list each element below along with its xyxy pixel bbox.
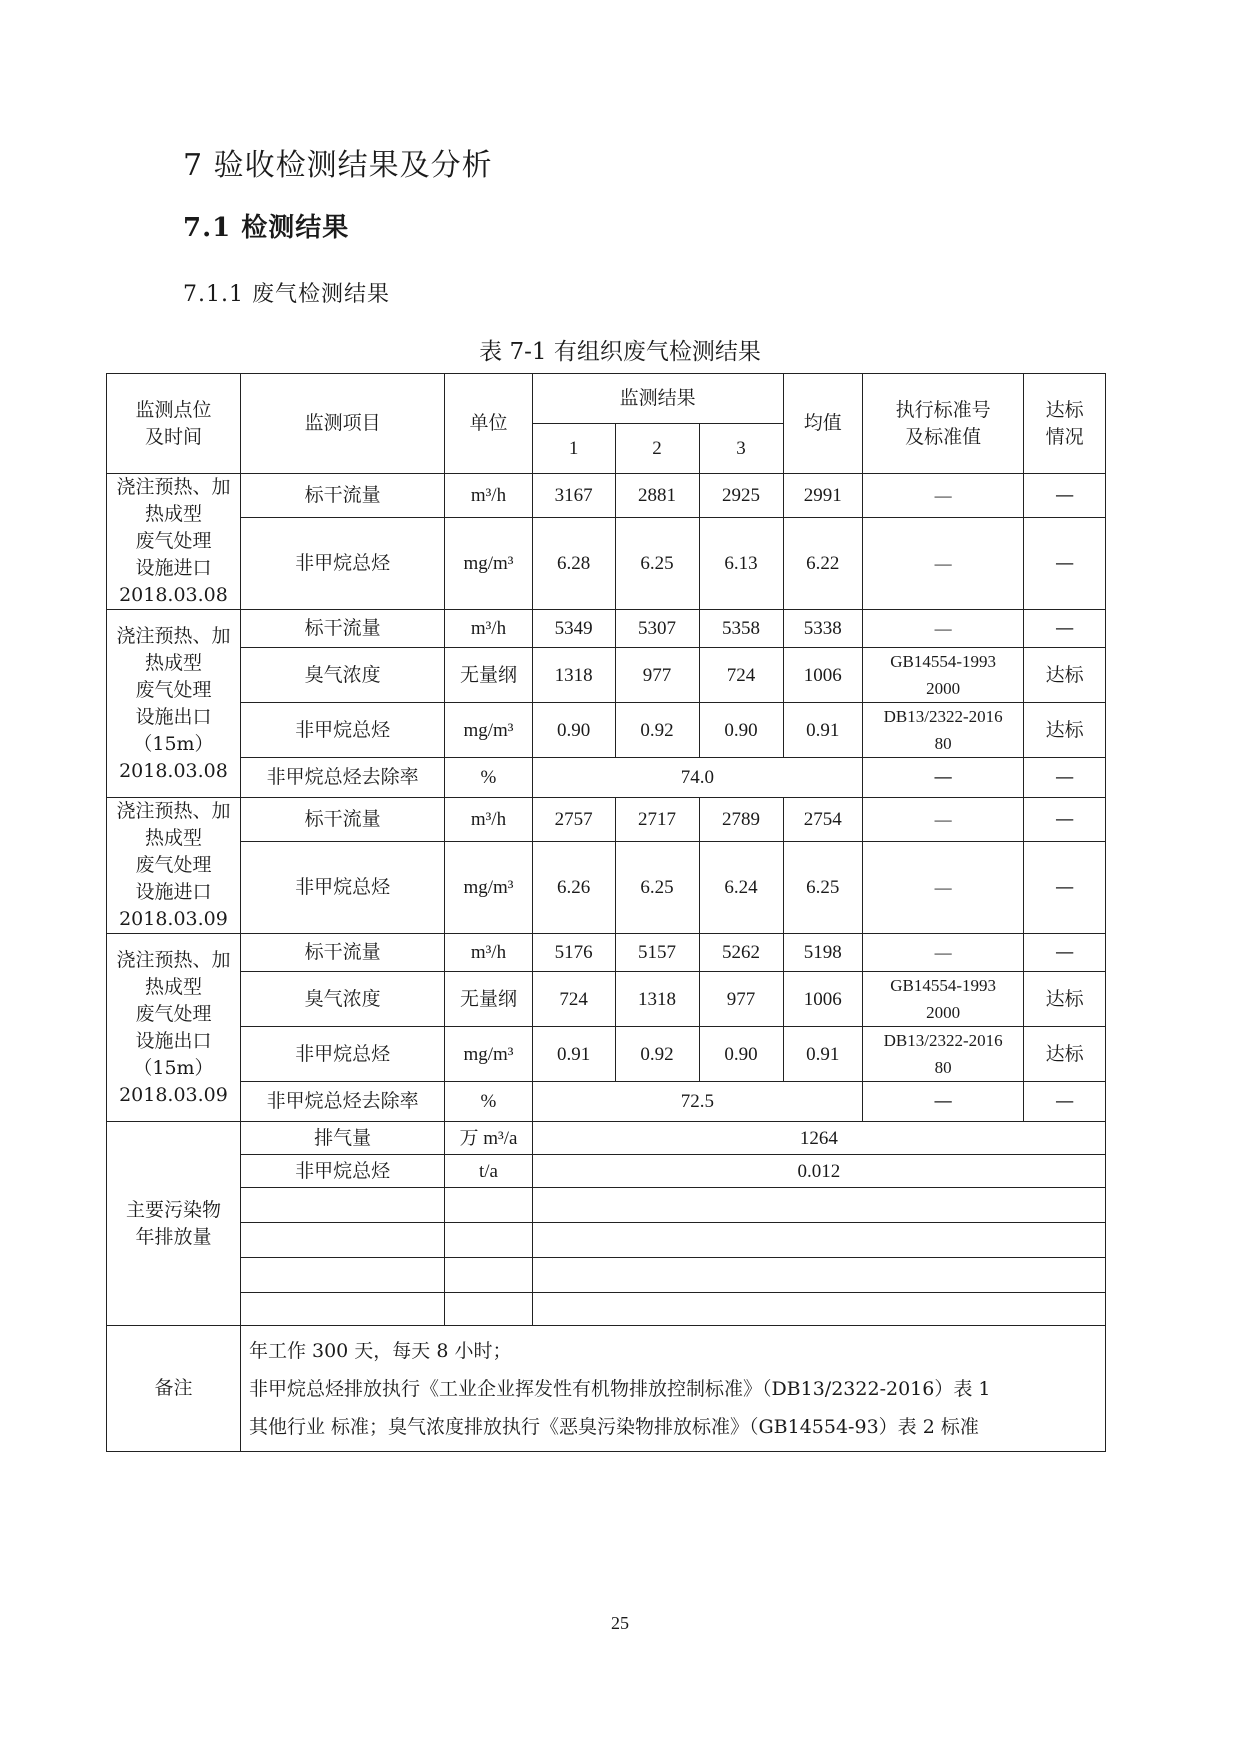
standard-value: GB14554-1993 2000 xyxy=(863,972,1024,1027)
standard-value: DB13/2322-2016 80 xyxy=(863,703,1024,758)
monitoring-item: 标干流量 xyxy=(240,934,444,972)
monitoring-item: 非甲烷总烃 xyxy=(240,703,444,758)
standard-value: — xyxy=(863,798,1024,842)
result-2: 977 xyxy=(615,648,699,703)
notes-row xyxy=(107,1326,1106,1452)
result-3: 5358 xyxy=(699,610,783,648)
emission-unit: 万 m³/a xyxy=(445,1122,532,1155)
average: 0.91 xyxy=(783,703,862,758)
emission-item: 非甲烷总烃 xyxy=(240,1155,444,1188)
notes-content xyxy=(240,1326,1105,1452)
header-results: 监测结果 xyxy=(532,374,783,424)
header-run-2: 2 xyxy=(615,424,699,474)
unit: mg/m³ xyxy=(445,1027,532,1082)
table-row xyxy=(107,798,1106,842)
note-line: 年工作 300 天，每天 8 小时； xyxy=(248,1339,512,1362)
emission-unit: t/a xyxy=(445,1155,532,1188)
result-1: 6.26 xyxy=(532,841,615,933)
unit: mg/m³ xyxy=(445,841,532,933)
compliance-status: — xyxy=(1024,474,1106,518)
result-1: 6.28 xyxy=(532,517,615,609)
compliance-status: — xyxy=(1024,798,1106,842)
annual-emission-row xyxy=(107,1223,1106,1258)
emission-value xyxy=(532,1258,1105,1293)
result-3: 0.90 xyxy=(699,703,783,758)
header-run-3: 3 xyxy=(699,424,783,474)
result-3: 5262 xyxy=(699,934,783,972)
removal-rate-row xyxy=(107,1082,1106,1122)
emission-value xyxy=(532,1188,1105,1223)
compliance-status: 达标 xyxy=(1024,1027,1106,1082)
header-average: 均值 xyxy=(783,374,862,474)
average: 2991 xyxy=(783,474,862,518)
chapter-heading: 7 验收检测结果及分析 xyxy=(183,148,493,183)
table-row xyxy=(107,703,1106,758)
result-2: 6.25 xyxy=(615,841,699,933)
compliance-status: — xyxy=(1024,517,1106,609)
standard-value: GB14554-1993 2000 xyxy=(863,648,1024,703)
annual-emission-row xyxy=(107,1293,1106,1326)
emission-unit xyxy=(445,1293,532,1326)
header-compliance: 达标 情况 xyxy=(1024,374,1106,474)
table-row xyxy=(107,934,1106,972)
header-run-1: 1 xyxy=(532,424,615,474)
table-row xyxy=(107,517,1106,609)
emission-value: 1264 xyxy=(532,1122,1105,1155)
monitoring-item: 标干流量 xyxy=(240,474,444,518)
header-unit: 单位 xyxy=(445,374,532,474)
monitoring-item: 非甲烷总烃去除率 xyxy=(240,758,444,798)
table-caption: 表 7-1 有组织废气检测结果 xyxy=(479,339,761,365)
emission-item xyxy=(240,1188,444,1223)
compliance-status: — xyxy=(1024,758,1106,798)
annual-emission-row xyxy=(107,1122,1106,1155)
standard-value: — xyxy=(863,1082,1024,1122)
average: 5198 xyxy=(783,934,862,972)
monitoring-item: 非甲烷总烃 xyxy=(240,1027,444,1082)
table-row xyxy=(107,972,1106,1027)
header-item: 监测项目 xyxy=(240,374,444,474)
compliance-status: — xyxy=(1024,1082,1106,1122)
result-1: 724 xyxy=(532,972,615,1027)
notes-label: 备注 xyxy=(107,1326,241,1452)
result-2: 0.92 xyxy=(615,1027,699,1082)
average: 0.91 xyxy=(783,1027,862,1082)
compliance-status: — xyxy=(1024,841,1106,933)
unit: m³/h xyxy=(445,798,532,842)
result-1: 1318 xyxy=(532,648,615,703)
result-1: 0.91 xyxy=(532,1027,615,1082)
emission-item xyxy=(240,1223,444,1258)
average: 6.25 xyxy=(783,841,862,933)
result-2: 2717 xyxy=(615,798,699,842)
result-1: 5176 xyxy=(532,934,615,972)
emission-item xyxy=(240,1258,444,1293)
standard-value: — xyxy=(863,474,1024,518)
monitoring-item: 非甲烷总烃 xyxy=(240,841,444,933)
compliance-status: — xyxy=(1024,934,1106,972)
result-2: 5307 xyxy=(615,610,699,648)
page-number: 25 xyxy=(611,1613,629,1633)
result-1: 0.90 xyxy=(532,703,615,758)
monitoring-item: 非甲烷总烃 xyxy=(240,517,444,609)
result-3: 977 xyxy=(699,972,783,1027)
average: 1006 xyxy=(783,648,862,703)
exhaust-gas-results-table xyxy=(106,373,1106,1452)
emission-unit xyxy=(445,1223,532,1258)
unit: 无量纲 xyxy=(445,648,532,703)
monitoring-location: 浇注预热、加 热成型 废气处理 设施进口 2018.03.08 xyxy=(107,474,241,610)
monitoring-item: 臭气浓度 xyxy=(240,972,444,1027)
unit: m³/h xyxy=(445,610,532,648)
table-row xyxy=(107,474,1106,518)
result-2: 0.92 xyxy=(615,703,699,758)
emission-value xyxy=(532,1223,1105,1258)
table-row xyxy=(107,841,1106,933)
average: 2754 xyxy=(783,798,862,842)
monitoring-location: 浇注预热、加 热成型 废气处理 设施出口 （15m） 2018.03.08 xyxy=(107,610,241,798)
standard-value: — xyxy=(863,610,1024,648)
removal-rate-row xyxy=(107,758,1106,798)
standard-value: — xyxy=(863,758,1024,798)
emission-value xyxy=(532,1293,1105,1326)
monitoring-item: 标干流量 xyxy=(240,798,444,842)
unit: mg/m³ xyxy=(445,703,532,758)
section-heading: 7.1 检测结果 xyxy=(183,213,350,243)
unit: % xyxy=(445,758,532,798)
unit: m³/h xyxy=(445,934,532,972)
result-2: 1318 xyxy=(615,972,699,1027)
result-3: 6.24 xyxy=(699,841,783,933)
emission-value: 0.012 xyxy=(532,1155,1105,1188)
result-3: 0.90 xyxy=(699,1027,783,1082)
note-line: 非甲烷总烃排放执行《工业企业挥发性有机物排放控制标准》（DB13/2322-2016）表 1 xyxy=(248,1377,991,1400)
annual-emission-label: 主要污染物 年排放量 xyxy=(107,1122,241,1326)
monitoring-location: 浇注预热、加 热成型 废气处理 设施进口 2018.03.09 xyxy=(107,798,241,934)
result-3: 2789 xyxy=(699,798,783,842)
average: 1006 xyxy=(783,972,862,1027)
result-2: 6.25 xyxy=(615,517,699,609)
result-3: 724 xyxy=(699,648,783,703)
subsection-heading: 7.1.1 废气检测结果 xyxy=(183,282,390,307)
note-line: 其他行业 标准；臭气浓度排放执行《恶臭污染物排放标准》（GB14554-93）表 2 标准 xyxy=(248,1415,979,1438)
monitoring-location: 浇注预热、加 热成型 废气处理 设施出口 （15m） 2018.03.09 xyxy=(107,934,241,1122)
removal-rate-value: 72.5 xyxy=(532,1082,862,1122)
result-2: 5157 xyxy=(615,934,699,972)
emission-item xyxy=(240,1293,444,1326)
table-row xyxy=(107,610,1106,648)
standard-value: — xyxy=(863,841,1024,933)
monitoring-item: 非甲烷总烃去除率 xyxy=(240,1082,444,1122)
monitoring-item: 标干流量 xyxy=(240,610,444,648)
header-standard: 执行标准号 及标准值 xyxy=(863,374,1024,474)
compliance-status: 达标 xyxy=(1024,648,1106,703)
table-row xyxy=(107,1027,1106,1082)
unit: 无量纲 xyxy=(445,972,532,1027)
annual-emission-row xyxy=(107,1155,1106,1188)
unit: m³/h xyxy=(445,474,532,518)
emission-unit xyxy=(445,1258,532,1293)
result-1: 5349 xyxy=(532,610,615,648)
header-point-time: 监测点位 及时间 xyxy=(107,374,241,474)
unit: % xyxy=(445,1082,532,1122)
result-1: 2757 xyxy=(532,798,615,842)
result-3: 2925 xyxy=(699,474,783,518)
standard-value: — xyxy=(863,517,1024,609)
unit: mg/m³ xyxy=(445,517,532,609)
standard-value: DB13/2322-2016 80 xyxy=(863,1027,1024,1082)
result-3: 6.13 xyxy=(699,517,783,609)
compliance-status: 达标 xyxy=(1024,703,1106,758)
removal-rate-value: 74.0 xyxy=(532,758,862,798)
average: 5338 xyxy=(783,610,862,648)
annual-emission-row xyxy=(107,1258,1106,1293)
annual-emission-row xyxy=(107,1188,1106,1223)
result-2: 2881 xyxy=(615,474,699,518)
standard-value: — xyxy=(863,934,1024,972)
result-1: 3167 xyxy=(532,474,615,518)
compliance-status: — xyxy=(1024,610,1106,648)
table-row xyxy=(107,648,1106,703)
emission-item: 排气量 xyxy=(240,1122,444,1155)
emission-unit xyxy=(445,1188,532,1223)
compliance-status: 达标 xyxy=(1024,972,1106,1027)
average: 6.22 xyxy=(783,517,862,609)
monitoring-item: 臭气浓度 xyxy=(240,648,444,703)
